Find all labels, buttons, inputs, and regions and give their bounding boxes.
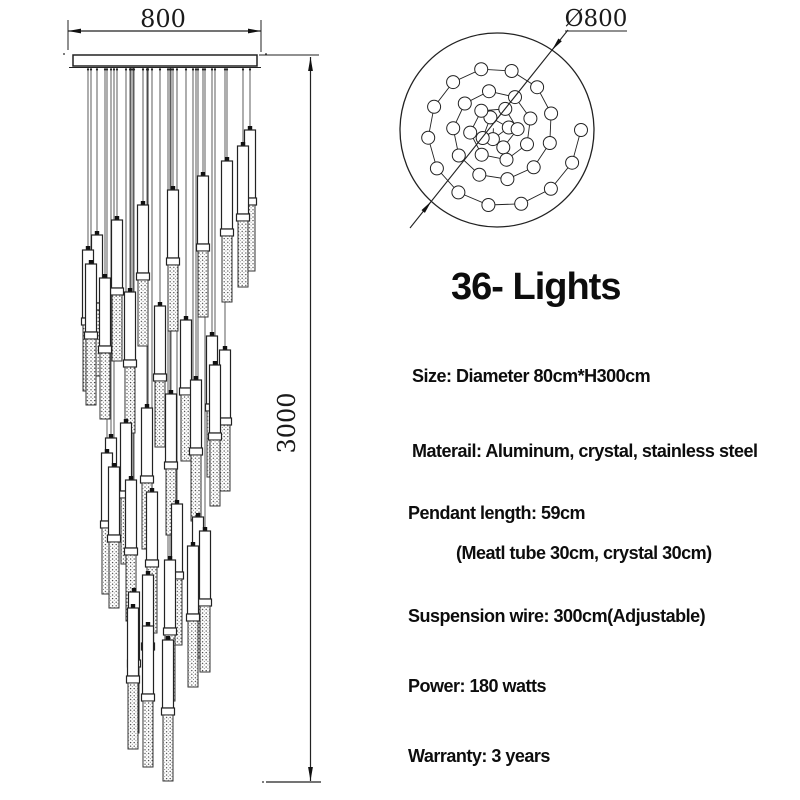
pendant-layer [82, 126, 257, 781]
light-position-marker [505, 65, 518, 78]
light-position-marker [521, 138, 534, 151]
ceiling-plate-outline [400, 33, 594, 227]
pendant-light [137, 201, 150, 346]
pendant-light [85, 260, 98, 405]
light-position-marker [501, 173, 514, 186]
light-position-marker [482, 199, 495, 212]
pendant-light [190, 376, 203, 521]
pendant-light [99, 274, 112, 419]
light-position-marker [473, 168, 486, 181]
light-position-marker [511, 123, 524, 136]
pendant-light [142, 622, 155, 767]
pendant-light [197, 172, 210, 317]
arrow-up-icon [308, 57, 313, 71]
diameter-dimension-label: Ø800 [564, 6, 628, 32]
pendant-light [209, 361, 222, 506]
pendant-light [127, 604, 140, 749]
spec-warranty: Warranty: 3 years [408, 746, 550, 766]
light-position-marker [464, 126, 477, 139]
light-position-marker [500, 153, 513, 166]
light-position-marker [527, 161, 540, 174]
diameter-dimension [410, 6, 627, 228]
pendant-light [199, 527, 212, 672]
light-position-marker [458, 97, 471, 110]
light-position-marker [447, 76, 460, 89]
light-position-marker [475, 148, 488, 161]
light-position-marker [475, 63, 488, 76]
pendant-light [154, 302, 167, 447]
width-dimension [63, 5, 267, 55]
spec-size: Size: Diameter 80cm*H300cm [412, 366, 651, 386]
light-position-marker [422, 131, 435, 144]
light-position-marker [531, 81, 544, 94]
pendant-light [237, 142, 250, 287]
light-position-marker [430, 162, 443, 175]
spec-suspension-wire: Suspension wire: 300cm(Adjustable) [408, 606, 706, 626]
height-dimension [259, 55, 321, 783]
light-position-marker [545, 107, 558, 120]
light-position-marker [452, 149, 465, 162]
light-position-marker [447, 122, 460, 135]
pendant-light [162, 636, 175, 781]
arrow-downleft-icon [422, 201, 432, 213]
pendant-light [221, 157, 234, 302]
light-position-marker [497, 141, 510, 154]
light-position-marker [428, 100, 441, 113]
arrow-upright-icon [552, 39, 562, 51]
light-position-marker [483, 85, 496, 98]
width-dimension-label: 800 [140, 5, 186, 33]
spec-pendant-length: Pendant length: 59cm [408, 503, 586, 523]
spec-pendant-detail: (Meatl tube 30cm, crystal 30cm) [456, 543, 712, 563]
light-position-marker [475, 104, 488, 117]
pendant-light [124, 288, 137, 433]
spec-material: Materail: Aluminum, crystal, stainless steel [412, 441, 758, 461]
page-title: 36- Lights [451, 266, 621, 308]
arrow-right-icon [248, 29, 261, 34]
arrow-left-icon [68, 29, 81, 34]
light-position-marker [575, 124, 588, 137]
light-position-marker [566, 156, 579, 169]
pendant-light [108, 463, 121, 608]
top-view-drawing [367, 0, 637, 250]
light-position-marker [543, 137, 556, 150]
light-position-marker [544, 182, 557, 195]
light-position-marker [524, 112, 537, 125]
spec-power: Power: 180 watts [408, 676, 547, 696]
light-position-marker [452, 186, 465, 199]
pendant-light [111, 216, 124, 361]
pendant-light [167, 186, 180, 331]
pendant-light [187, 542, 200, 687]
ceiling-plate [69, 55, 261, 68]
height-dimension-label: 3000 [273, 392, 301, 454]
light-position-marker [515, 197, 528, 210]
arrow-down-icon [308, 767, 313, 781]
spiral-of-lights [422, 63, 588, 212]
